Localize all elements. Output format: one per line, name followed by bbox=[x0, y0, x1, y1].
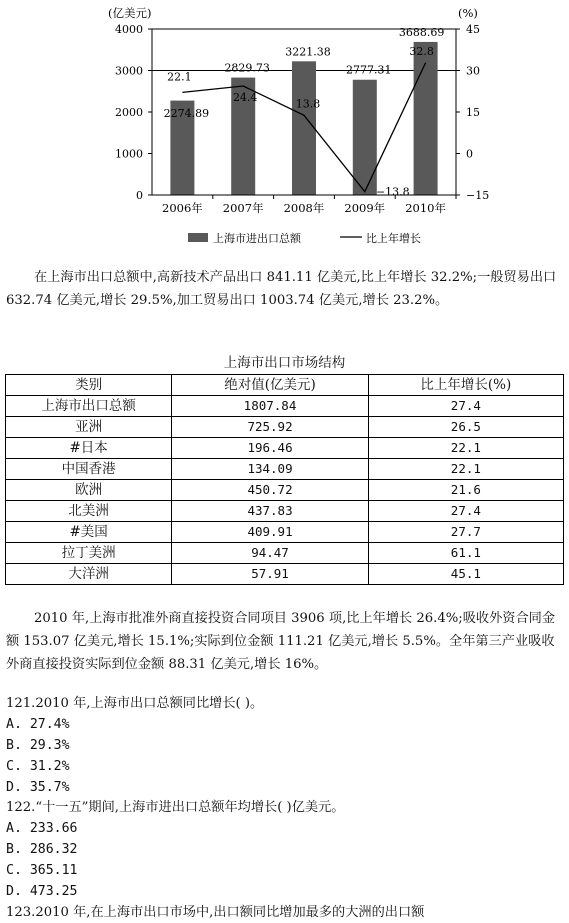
cell-absolute-value: 409.91 bbox=[172, 522, 368, 543]
cell-absolute-value: 450.72 bbox=[172, 480, 368, 501]
cell-category: 上海市出口总额 bbox=[6, 396, 172, 417]
y-tick-label-right: 30 bbox=[466, 64, 480, 78]
table-row bbox=[6, 480, 564, 501]
cell-category: 大洋洲 bbox=[6, 564, 172, 585]
cell-category: 北美洲 bbox=[6, 501, 172, 522]
q122-option-a: A. 233.66 bbox=[6, 821, 78, 836]
cell-growth: 22.1 bbox=[368, 459, 563, 480]
question-121: 121.2010 年,上海市出口总额同比增长( )。 bbox=[6, 696, 264, 711]
growth-value-label: 32.8 bbox=[409, 44, 434, 58]
export-chart bbox=[0, 0, 569, 255]
cell-growth: 45.1 bbox=[368, 564, 563, 585]
bar-total-trade bbox=[292, 61, 316, 195]
x-tick-label: 2010年 bbox=[405, 201, 446, 215]
cell-category: #日本 bbox=[6, 438, 172, 459]
cell-absolute-value: 57.91 bbox=[172, 564, 368, 585]
y-tick-label-left: 1000 bbox=[115, 147, 143, 161]
growth-value-label: −13.8 bbox=[375, 185, 410, 199]
cell-category: 中国香港 bbox=[6, 459, 172, 480]
legend-label-line: 比上年增长 bbox=[366, 232, 421, 245]
x-tick-label: 2008年 bbox=[283, 201, 325, 215]
y-tick-label-right: 15 bbox=[466, 106, 480, 119]
question-123: 123.2010 年,在上海市出口市场中,出口额同比增加最多的大洲的出口额 bbox=[6, 905, 425, 920]
x-tick-label: 2007年 bbox=[222, 201, 264, 215]
question-122: 122.“十一五”期间,上海市进出口总额年均增长( )亿美元。 bbox=[6, 800, 345, 815]
cell-absolute-value: 196.46 bbox=[172, 438, 368, 459]
bar-value-label: 3221.38 bbox=[285, 45, 331, 59]
y-tick-label-left: 4000 bbox=[115, 23, 143, 36]
cell-growth: 22.1 bbox=[368, 438, 563, 459]
y-tick-label-left: 0 bbox=[136, 189, 143, 202]
cell-category: #美国 bbox=[6, 522, 172, 543]
table-row bbox=[6, 459, 564, 480]
bar-total-trade bbox=[414, 42, 438, 195]
cell-absolute-value: 1807.84 bbox=[172, 396, 368, 417]
q121-option-b: B. 29.3% bbox=[6, 738, 70, 753]
cell-category: 拉丁美洲 bbox=[6, 543, 172, 564]
table-row bbox=[6, 438, 564, 459]
growth-value-label: 24.4 bbox=[232, 90, 258, 104]
table-row bbox=[6, 522, 564, 543]
bar-value-label: 3688.69 bbox=[398, 25, 445, 39]
table-row bbox=[6, 396, 564, 417]
bar-value-label: 2274.89 bbox=[163, 107, 210, 120]
cell-category: 欧洲 bbox=[6, 480, 172, 501]
cell-growth: 27.4 bbox=[368, 501, 563, 522]
bar-total-trade bbox=[353, 80, 377, 195]
y-tick-label-left: 2000 bbox=[115, 106, 143, 119]
growth-value-label: 13.8 bbox=[295, 97, 321, 111]
legend-swatch-bar bbox=[188, 233, 208, 242]
header-growth: 比上年增长(%) bbox=[368, 375, 563, 396]
table-header-row bbox=[6, 375, 564, 396]
q121-option-c: C. 31.2% bbox=[6, 759, 70, 774]
table-row bbox=[6, 501, 564, 522]
x-tick-label: 2009年 bbox=[344, 201, 386, 215]
cell-absolute-value: 134.09 bbox=[172, 459, 368, 480]
y-unit-left: (亿美元) bbox=[108, 6, 152, 20]
q121-option-d: D. 35.7% bbox=[6, 780, 70, 795]
cell-growth: 21.6 bbox=[368, 480, 563, 501]
cell-growth: 27.4 bbox=[368, 396, 563, 417]
x-tick-label: 2006年 bbox=[162, 201, 203, 215]
q122-option-d: D. 473.25 bbox=[6, 884, 78, 899]
cell-growth: 26.5 bbox=[368, 417, 563, 438]
cell-absolute-value: 437.83 bbox=[172, 501, 368, 522]
table-row bbox=[6, 564, 564, 585]
table-title: 上海市出口市场结构 bbox=[223, 355, 346, 371]
y-tick-label-right: 0 bbox=[466, 147, 473, 161]
header-category: 类别 bbox=[6, 375, 172, 396]
cell-growth: 27.7 bbox=[368, 522, 563, 543]
y-tick-label-right: 45 bbox=[466, 23, 480, 36]
cell-category: 亚洲 bbox=[6, 417, 172, 438]
legend-label-bar: 上海市进出口总额 bbox=[213, 232, 301, 245]
cell-growth: 61.1 bbox=[368, 543, 563, 564]
table-row bbox=[6, 417, 564, 438]
bar-value-label: 2829.73 bbox=[224, 61, 270, 75]
cell-absolute-value: 725.92 bbox=[172, 417, 368, 438]
paragraph-export-composition: 在上海市出口总额中,高新技术产品出口 841.11 亿美元,比上年增长 32.2%;一般贸易出口 632.74 亿美元,增长 29.5%,加工贸易出口 1003.74 亿美元,增长 23.2%。 bbox=[6, 270, 557, 308]
q122-option-c: C. 365.11 bbox=[6, 863, 78, 878]
y-tick-label-right: −15 bbox=[466, 189, 490, 202]
q122-option-b: B. 286.32 bbox=[6, 842, 78, 857]
header-absolute-value: 绝对值(亿美元) bbox=[172, 375, 368, 396]
cell-absolute-value: 94.47 bbox=[172, 543, 368, 564]
table-row bbox=[6, 543, 564, 564]
y-tick-label-left: 3000 bbox=[115, 64, 143, 78]
bar-value-label: 2777.31 bbox=[346, 63, 392, 77]
growth-value-label: 22.1 bbox=[167, 70, 192, 84]
export-market-table bbox=[5, 374, 564, 585]
paragraph-foreign-investment: 2010 年,上海市批准外商直接投资合同项目 3906 项,比上年增长 26.4%;吸收外资合同金额 153.07 亿美元,增长 15.1%;实际到位金额 111.21 亿美元,增长 5.5%。全年第三产业吸收外商直接投资实际到位金额 88.31 亿美元,增长 16%。 bbox=[6, 611, 556, 672]
q121-option-a: A. 27.4% bbox=[6, 717, 70, 732]
y-unit-right: (%) bbox=[458, 6, 478, 20]
